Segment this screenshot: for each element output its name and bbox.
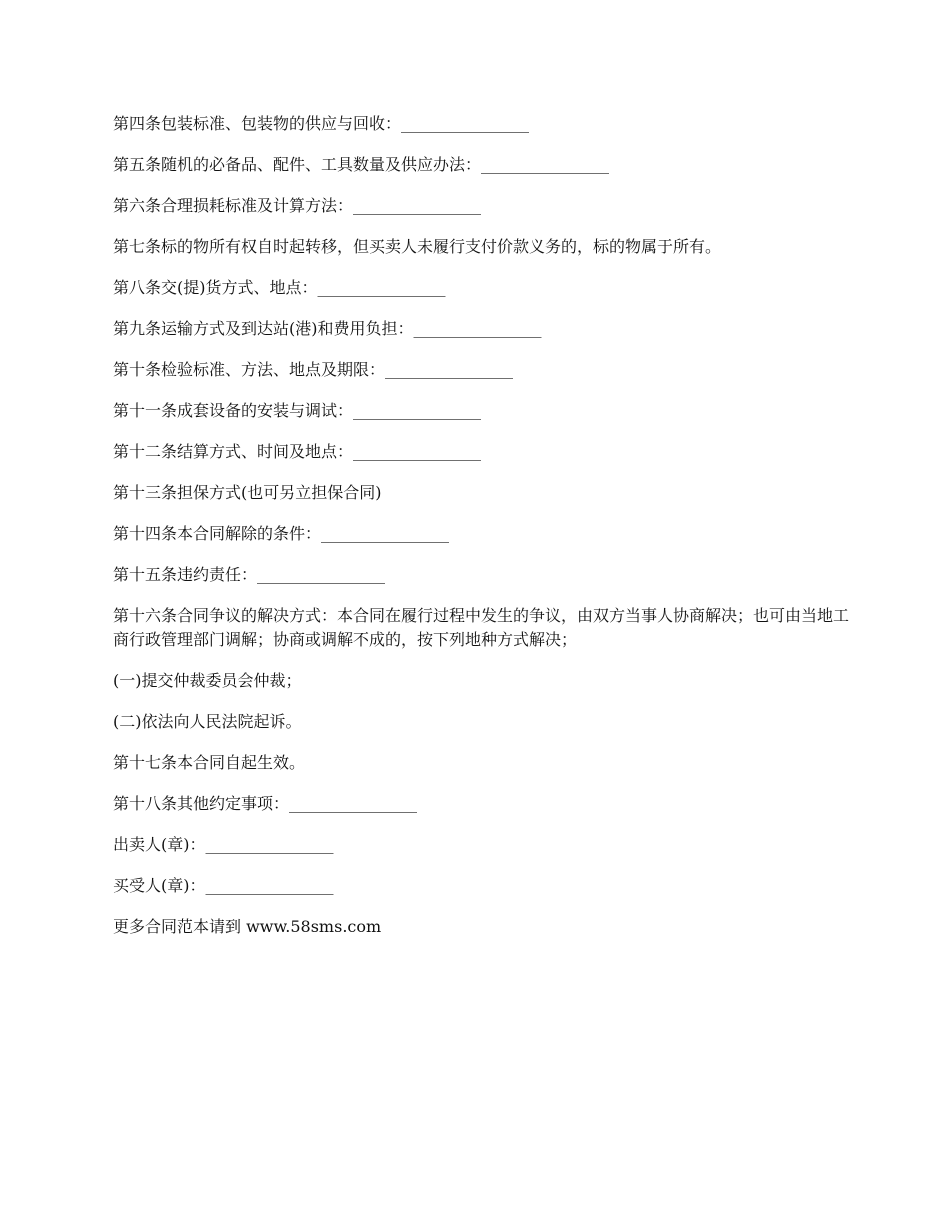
clause-16-dispute-resolution: 第十六条合同争议的解决方式：本合同在履行过程中发生的争议，由双方当事人协商解决；也可由当地工商行政管理部门调解；协商或调解不成的，按下列地种方式解决； — [113, 606, 850, 649]
seller-signature-line: 出卖人(章)：________________ — [113, 835, 334, 854]
clause-17-effective: 第十七条本合同自起生效。 — [113, 753, 306, 772]
clause-8-delivery: 第八条交(提)货方式、地点：________________ — [113, 278, 446, 297]
clause-13-guarantee: 第十三条担保方式(也可另立担保合同) — [113, 483, 382, 502]
clause-7-ownership-transfer: 第七条标的物所有权自时起转移，但买卖人未履行支付价款义务的，标的物属于所有。 — [113, 237, 722, 256]
document-body — [113, 112, 853, 956]
clause-18-other-matters: 第十八条其他约定事项：________________ — [113, 794, 418, 813]
clause-10-inspection: 第十条检验标准、方法、地点及期限：________________ — [113, 360, 514, 379]
buyer-signature-line: 买受人(章)：________________ — [113, 876, 334, 895]
clause-6-loss-standard: 第六条合理损耗标准及计算方法：________________ — [113, 196, 482, 215]
clause-11-installation: 第十一条成套设备的安装与调试：________________ — [113, 401, 482, 420]
clause-15-liability: 第十五条违约责任：________________ — [113, 565, 386, 584]
footer-website-note: 更多合同范本请到 www.58sms.com — [113, 917, 382, 936]
clause-14-termination: 第十四条本合同解除的条件：________________ — [113, 524, 450, 543]
clause-9-transport: 第九条运输方式及到达站(港)和费用负担：________________ — [113, 319, 542, 338]
dispute-option-court: (二)依法向人民法院起诉。 — [113, 712, 302, 731]
clause-4-packaging: 第四条包装标准、包装物的供应与回收：________________ — [113, 114, 530, 133]
dispute-option-arbitration: (一)提交仲裁委员会仲裁； — [113, 671, 302, 690]
clause-5-accessories: 第五条随机的必备品、配件、工具数量及供应办法：________________ — [113, 155, 610, 174]
clause-12-settlement: 第十二条结算方式、时间及地点：________________ — [113, 442, 482, 461]
